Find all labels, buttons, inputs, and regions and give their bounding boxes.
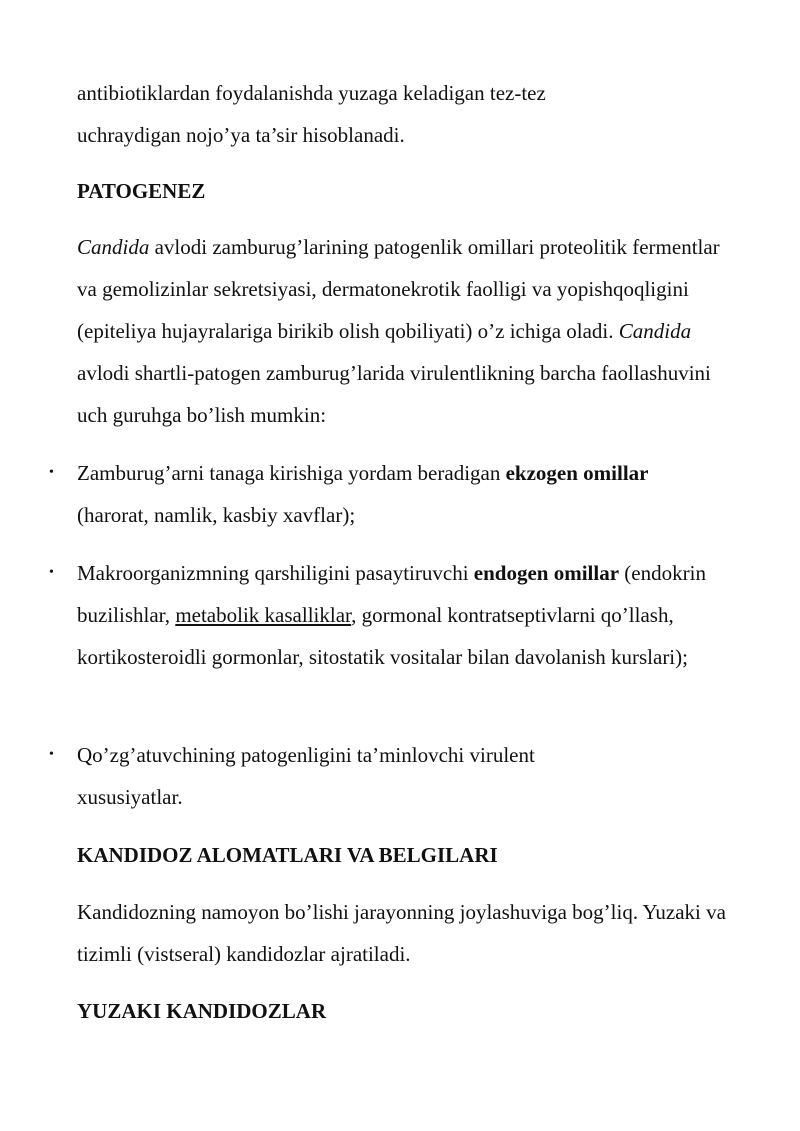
- candida-italic-1: Candida: [77, 235, 150, 259]
- metabolik-kasalliklar-link[interactable]: metabolik kasalliklar: [175, 603, 352, 627]
- bullet-2-rest: , gormonal kontratseptivlarni qo’llash, kortikosteroidli gormonlar, sitostatik vositalar bilan davolanish kurslari);: [77, 603, 688, 669]
- intro-line-1: antibiotiklardan foydalanishda yuzaga keladigan tez-tez: [77, 81, 546, 105]
- intro-paragraph: [77, 72, 737, 156]
- intro-line-2: uchraydigan nojo’ya ta’sir hisoblanadi.: [77, 123, 405, 147]
- bullet-item-exogenous: [49, 452, 677, 536]
- bullet-2-text: Makroorganizmning qarshiligini pasaytiruvchi: [77, 561, 474, 585]
- bullet-1-rest: (harorat, namlik, kasbiy xavflar);: [77, 503, 356, 527]
- patogenez-text-1: avlodi zamburug’larining patogenlik omillari proteolitik fermentlar va gemolizinlar sekretsiyasi, dermatonekrotik faolligi va yopishqoqligini (epiteliya hujayralariga birikib olish qobiliyati) o’z ichiga oladi.: [77, 235, 720, 343]
- bullet-item-virulent: [49, 734, 637, 818]
- bullet-dot: •: [49, 747, 54, 762]
- bullet-2-mid: (endokrin buzilishlar,: [77, 561, 706, 627]
- heading-patogenez: PATOGENEZ: [77, 179, 206, 203]
- bullet-dot: •: [49, 465, 54, 480]
- bullet-3-text: Qo’zg’atuvchining patogenligini ta’minlovchi virulent xususiyatlar.: [77, 743, 535, 809]
- bullet-1-text: Zamburug’arni tanaga kirishiga yordam beradigan: [77, 461, 506, 485]
- alomatlar-paragraph: Kandidozning namoyon bo’lishi jarayonning joylashuviga bog’liq. Yuzaki va tizimli (vistseral) kandidozlar ajratiladi.: [77, 900, 726, 966]
- bullet-2-bold: endogen omillar: [473, 561, 620, 585]
- patogenez-paragraph: [77, 226, 737, 436]
- bullet-1-bold: ekzogen omillar: [505, 461, 649, 485]
- heading-alomatlar: KANDIDOZ ALOMATLARI VA BELGILARI: [77, 843, 498, 867]
- candida-italic-2: Candida: [618, 319, 692, 343]
- patogenez-text-2: avlodi shartli-patogen zamburug’larida virulentlikning barcha faollashuvini uch guruhga bo’lish mumkin:: [77, 361, 711, 427]
- heading-yuzaki: YUZAKI KANDIDOZLAR: [77, 999, 327, 1023]
- bullet-item-endogenous: [49, 552, 717, 678]
- bullet-dot: •: [49, 565, 54, 580]
